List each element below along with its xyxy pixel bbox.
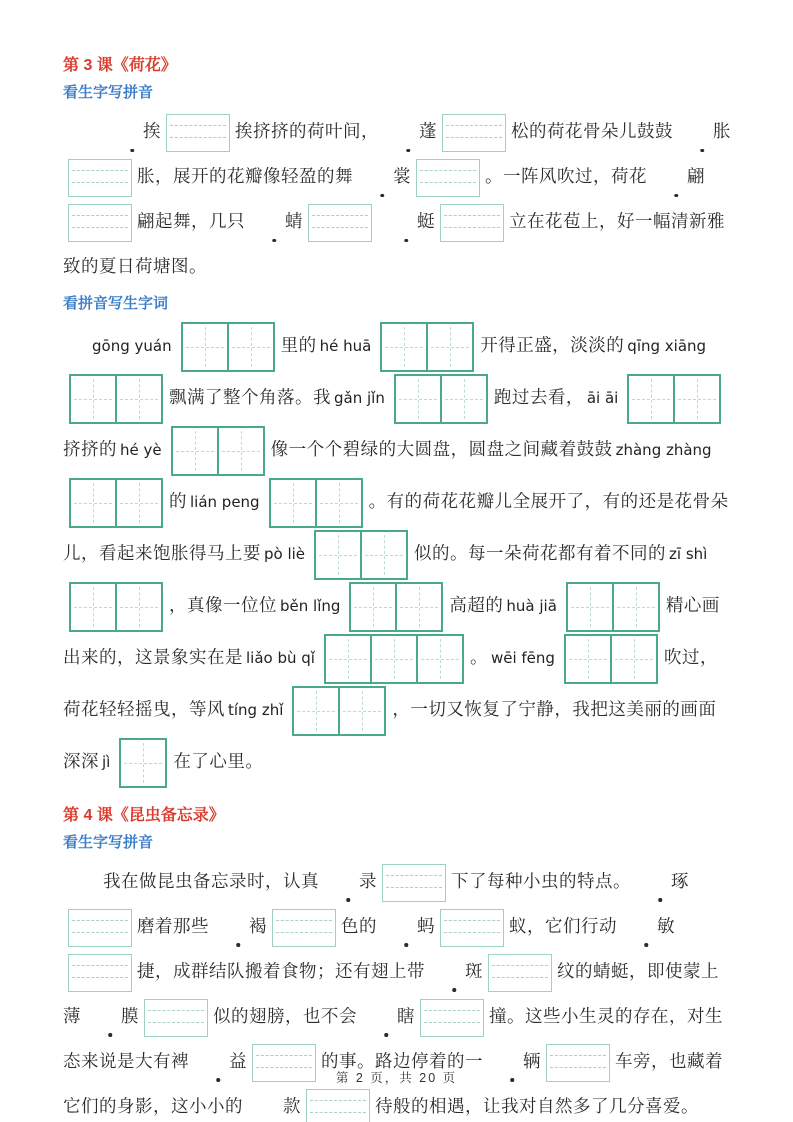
text-run: 在了心里。 [173,750,264,771]
text-run: 。一阵风吹过，荷花 [485,166,647,186]
lesson-title: 第 4 课《昆虫备忘录》 [63,806,225,824]
grid-box [171,426,265,476]
grid-box [69,374,163,424]
dotted-char: 褐 [209,904,267,949]
grid-cell [418,636,462,682]
lesson-title: 第 3 课《荷花》 [63,57,177,74]
grid-cell [372,636,418,682]
grid-cell [382,324,428,370]
grid-box [269,478,363,528]
text-run: 精心画出来的，这景象实在是 [63,594,720,667]
pinyin-box [420,999,484,1037]
pinyin-label: jì [102,752,111,771]
dotted-char: 敏 [617,904,675,949]
page-footer: 第 2 页，共 20 页 [335,1071,458,1085]
grid-cell [566,636,612,682]
pinyin-box [68,909,132,947]
grid-cell [117,376,161,422]
pinyin-label: lián peng [190,492,260,511]
pinyin-label: tíng zhǐ [228,700,284,719]
dotted-char: 翩 [647,154,705,199]
grid-cell [442,376,486,422]
pinyin-box [272,909,336,947]
text-run: 似的。每一朵荷花都有着不同的 [414,542,667,563]
pinyin-label: qīng xiāng [627,337,707,355]
pinyin-box [306,1089,370,1122]
grid-cell [351,584,397,630]
dotted-char: 斑 [425,949,483,994]
dotted-char: 录 [319,859,377,904]
pinyin-label: hé yè [120,440,162,459]
practice-paragraph [63,109,731,289]
text-run: 色的 [341,915,377,936]
dotted-char: 款 [243,1084,301,1122]
dotted-char: 膜 [81,994,139,1039]
dotted-char: 蚂 [377,904,435,949]
text-run: 飘满了整个角落。我 [169,386,331,407]
pinyin-label: liǎo bù qǐ [246,648,315,667]
dotted-char: 益 [189,1039,247,1084]
pinyin-label: zhàng zhàng [615,440,712,459]
dotted-char: 裳 [353,154,411,199]
pinyin-box [144,999,208,1037]
grid-box [119,738,167,788]
grid-cell [219,428,263,474]
text-run: 磨着那些 [137,915,209,936]
dotted-char: 胀 [673,109,731,154]
grid-box [181,322,275,372]
worksheet-content [63,56,731,1122]
pinyin-box [440,204,504,242]
pinyin-label: hé huā [319,337,372,355]
pinyin-label: běn lǐng [280,596,341,615]
grid-cell [117,480,161,526]
pinyin-label: gōng yuán [92,337,172,355]
section-subtitle: 看生字写拼音 [63,833,154,851]
section-subtitle: 看生字写拼音 [63,84,154,101]
grid-cell [317,480,361,526]
grid-box [564,634,658,684]
text-run: 似的翅膀，也不会 [213,1005,357,1026]
text-run: 蚁，它们行动 [509,915,617,936]
text-run: 。有的荷花花瓣儿全展开了，有的还是花骨朵儿，看起来饱胀得马上要 [63,490,729,563]
pinyin-box [382,864,446,902]
text-run: 挤挤的 [63,438,117,459]
grid-box [566,582,660,632]
grid-cell [614,584,658,630]
grid-cell [362,532,406,578]
grid-cell [294,688,340,734]
dotted-char: 蜓 [377,199,435,244]
text-run: ，一切又恢复了宁静，我把这美丽的画面深深 [63,698,717,771]
grid-box [324,634,464,684]
text-run: 跑过去看， [493,386,584,407]
pinyin-box [488,954,552,992]
grid-cell [173,428,219,474]
grid-box [349,582,443,632]
text-run: 胀，展开的花瓣像轻盈的舞 [137,166,353,186]
pinyin-label: huà jiā [506,596,557,615]
text-run: 待般的相遇，让我对自然多了几分喜爱。 [375,1095,699,1116]
grid-box [314,530,408,580]
grid-cell [117,584,161,630]
grid-box [394,374,488,424]
dotted-char: 蓬 [379,109,437,154]
text-run: 纹的蜻蜓，即使蒙上薄 [63,960,719,1026]
dotted-char: 蜻 [245,199,303,244]
pinyin-box [68,159,132,197]
text-run: 撞。这些小生灵的存在，对生态来说是大有裨 [63,1005,723,1071]
dotted-char: 挨 [103,109,161,154]
pinyin-label: gǎn jǐn [334,388,385,407]
text-run: ，真像一位位 [169,594,277,615]
grid-cell [121,740,165,786]
text-run: 捷，成群结队搬着食物；还有翅上带 [137,960,425,981]
practice-paragraph [63,320,731,788]
grid-cell [316,532,362,578]
pinyin-label: zī shì [669,544,708,563]
pinyin-box [308,204,372,242]
pinyin-label: wēi fēng [490,648,555,667]
text-run: 车旁，也藏着它们的身影，这小小的 [63,1050,723,1116]
grid-cell [568,584,614,630]
grid-cell [229,324,273,370]
text-run: 开得正盛，淡淡的 [480,335,625,355]
text-run: 翩起舞，几只 [137,211,245,231]
grid-cell [397,584,441,630]
pinyin-box [166,114,230,152]
grid-cell [271,480,317,526]
grid-cell [71,480,117,526]
pinyin-box [440,909,504,947]
text-run: 的 [169,490,187,511]
text-run: 高超的 [449,594,504,615]
text-run: 挨挤挤的荷叶间， [235,121,379,141]
text-run: 像一个个碧绿的大圆盘，圆盘之间藏着鼓鼓 [270,438,613,459]
grid-box [292,686,386,736]
pinyin-box [68,204,132,242]
text-run: 立在花苞上，好一幅清新雅致的夏日荷塘图。 [63,211,725,276]
pinyin-label: āi āi [586,388,619,407]
text-run: 松的荷花骨朵儿鼓鼓 [511,121,673,141]
grid-cell [71,584,117,630]
grid-box [627,374,721,424]
pinyin-box [68,954,132,992]
grid-cell [675,376,719,422]
grid-box [69,478,163,528]
grid-cell [428,324,472,370]
grid-cell [183,324,229,370]
dotted-char: 辆 [483,1039,541,1084]
pinyin-box [416,159,480,197]
section-subtitle: 看拼音写生字词 [63,295,169,312]
text-run: 我在做昆虫备忘录时，认真 [103,870,319,891]
text-run: 里的 [280,335,317,355]
grid-cell [612,636,656,682]
grid-cell [340,688,384,734]
grid-cell [326,636,372,682]
text-run: 。 [469,646,488,667]
lesson-section [63,56,731,788]
grid-cell [629,376,675,422]
text-run: 吹过，荷花轻轻摇曳，等风 [63,646,718,719]
grid-cell [71,376,117,422]
text-run: 下了每种小虫的特点。 [451,870,631,891]
text-run: 的事。路边停着的一 [321,1050,483,1071]
pinyin-label: pò liè [264,544,306,563]
dotted-char: 琢 [631,859,689,904]
grid-box [69,582,163,632]
pinyin-box [442,114,506,152]
grid-box [380,322,474,372]
grid-cell [396,376,442,422]
dotted-char: 瞎 [357,994,415,1039]
